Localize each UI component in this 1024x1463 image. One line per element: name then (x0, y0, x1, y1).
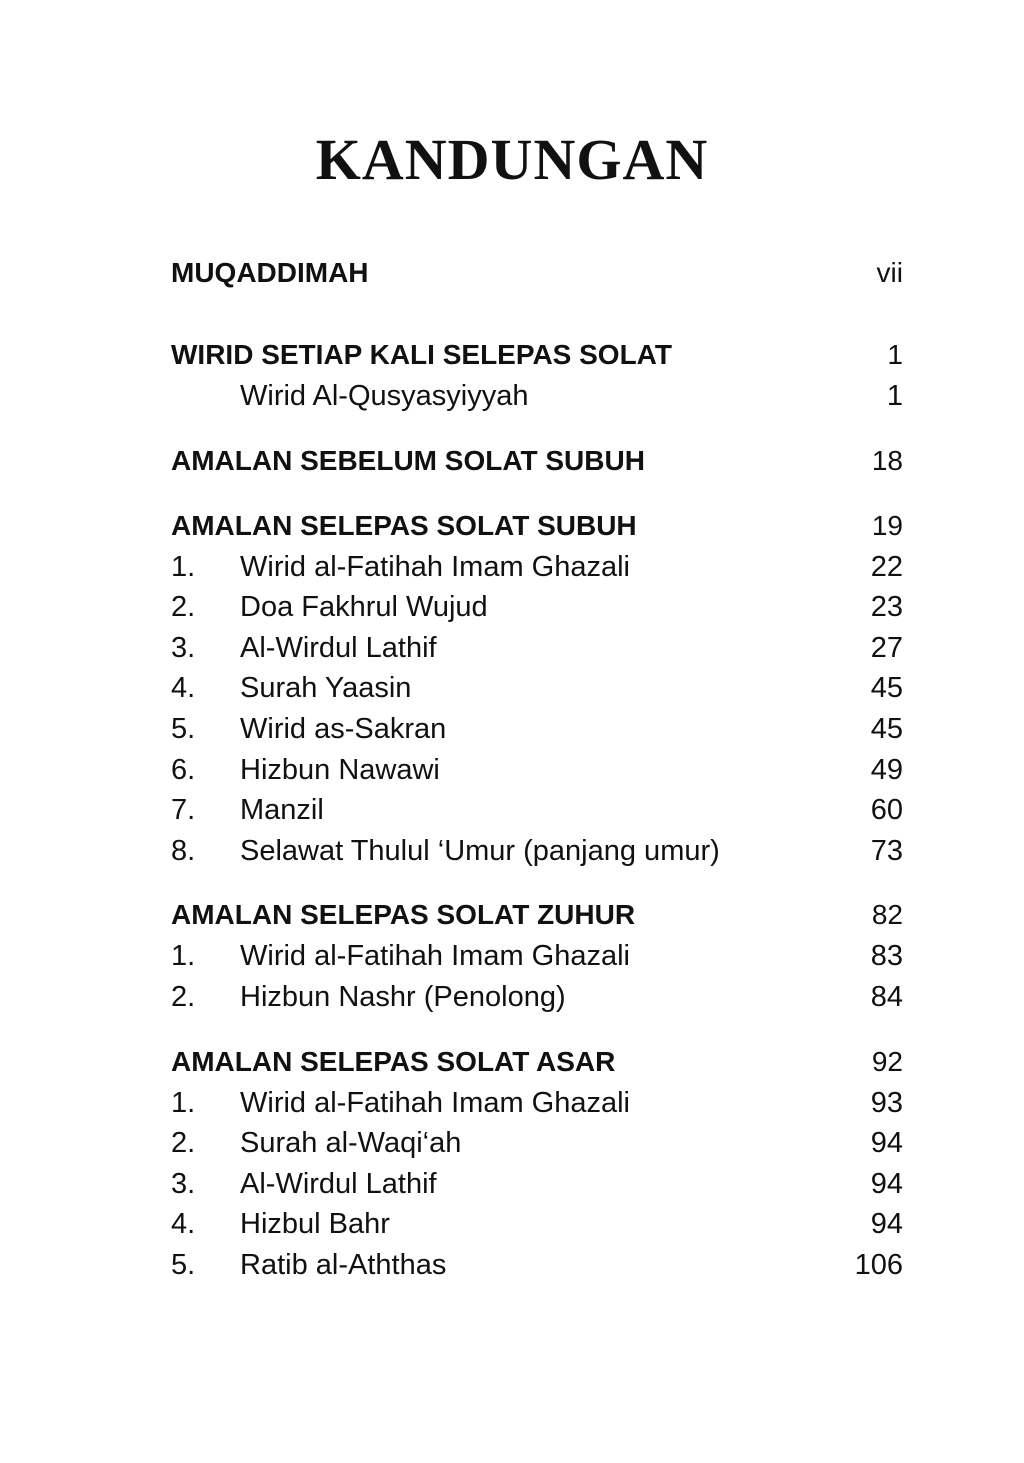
toc-page-number: 84 (870, 980, 903, 1013)
toc-entry-number: 1. (171, 940, 196, 973)
toc-section-selepas-zuhur (171, 894, 903, 1017)
toc-heading-row[interactable] (171, 505, 903, 547)
toc-page-number: 93 (870, 1086, 903, 1119)
toc-section-muqaddimah (171, 252, 903, 294)
toc-entry-number: 3. (171, 1167, 196, 1200)
toc-page-number: 1 (886, 380, 903, 412)
toc-entry-label: Surah al-Waqi‘ah (240, 1127, 462, 1160)
toc-entry-number: 1. (171, 1086, 196, 1119)
toc-heading-row[interactable] (171, 440, 903, 482)
toc-page-number: 94 (870, 1208, 903, 1241)
toc-section-sebelum-subuh (171, 440, 903, 482)
toc-heading-label: MUQADDIMAH (171, 257, 369, 288)
toc-entry-row[interactable] (171, 1245, 903, 1286)
toc-entry-label: Surah Yaasin (240, 672, 412, 705)
toc-heading-label: AMALAN SELEPAS SOLAT SUBUH (171, 509, 637, 541)
toc-section-selepas-subuh (171, 505, 903, 872)
toc-entry-number: 5. (171, 712, 196, 745)
toc-page-number: vii (876, 257, 903, 288)
toc-entry-number: 7. (171, 794, 196, 827)
toc-entry-label: Doa Fakhrul Wujud (240, 591, 488, 624)
toc-entry-label: Ratib al-Aththas (240, 1248, 447, 1281)
toc-entry-row[interactable] (171, 668, 903, 709)
toc-entry-row[interactable] (171, 790, 903, 831)
toc-heading-label: AMALAN SELEPAS SOLAT ASAR (171, 1045, 616, 1077)
toc-section-selepas-asar (171, 1041, 903, 1286)
toc-page-number: 45 (870, 672, 903, 705)
toc-heading-label: AMALAN SELEPAS SOLAT ZUHUR (171, 899, 636, 931)
toc-entry-number: 4. (171, 1208, 196, 1241)
toc-entry-row[interactable] (171, 376, 903, 417)
toc-entry-label: Wirid as-Sakran (240, 712, 447, 745)
toc-page-number: 19 (871, 509, 903, 541)
toc-entry-row[interactable] (171, 1164, 903, 1205)
toc-page-number: 92 (871, 1045, 903, 1077)
toc-entry-number: 2. (171, 1127, 196, 1160)
toc-heading-row[interactable] (171, 1041, 903, 1083)
toc-entry-label: Al-Wirdul Lathif (240, 631, 437, 664)
toc-entry-number: 8. (171, 834, 196, 867)
toc-entry-label: Hizbun Nashr (Penolong) (240, 980, 566, 1013)
toc-entry-row[interactable] (171, 1204, 903, 1245)
toc-page-number: 73 (870, 834, 903, 867)
toc-entry-row[interactable] (171, 936, 903, 977)
toc-heading-label: AMALAN SEBELUM SOLAT SUBUH (171, 444, 645, 476)
toc-heading-row[interactable] (171, 894, 903, 936)
table-of-contents (171, 252, 903, 1309)
page-title: KANDUNGAN (315, 127, 709, 192)
toc-heading-row[interactable] (171, 252, 903, 294)
toc-heading-label: WIRID SETIAP KALI SELEPAS SOLAT (171, 339, 672, 370)
toc-entry-label: Wirid al-Fatihah Imam Ghazali (240, 1086, 630, 1119)
toc-section-wirid-setiap-kali (171, 334, 903, 417)
toc-entry-row[interactable] (171, 831, 903, 872)
toc-page-number: 49 (870, 753, 903, 786)
toc-entry-label: Wirid Al-Qusyasyiyyah (240, 380, 529, 412)
toc-entry-number: 4. (171, 672, 196, 705)
toc-entry-row[interactable] (171, 750, 903, 791)
toc-heading-row[interactable] (171, 334, 903, 376)
toc-page-number: 27 (870, 631, 903, 664)
toc-page-number: 106 (854, 1248, 903, 1281)
toc-entry-row[interactable] (171, 1083, 903, 1124)
toc-entry-row[interactable] (171, 628, 903, 669)
toc-page-number: 18 (871, 444, 903, 476)
toc-entry-row[interactable] (171, 977, 903, 1018)
toc-entry-label: Wirid al-Fatihah Imam Ghazali (240, 550, 630, 583)
toc-entry-row[interactable] (171, 547, 903, 588)
toc-entry-number: 3. (171, 631, 196, 664)
toc-page-number: 22 (870, 550, 903, 583)
toc-entry-number: 6. (171, 753, 196, 786)
toc-entry-label: Hizbun Nawawi (240, 753, 440, 786)
toc-page-number: 45 (870, 712, 903, 745)
toc-entry-number: 2. (171, 980, 196, 1013)
toc-page-number: 23 (870, 591, 903, 624)
toc-entry-row[interactable] (171, 587, 903, 628)
toc-entry-label: Al-Wirdul Lathif (240, 1167, 437, 1200)
toc-entry-number: 2. (171, 591, 196, 624)
toc-page-number: 1 (887, 339, 903, 370)
toc-entry-row[interactable] (171, 1123, 903, 1164)
toc-entry-number: 5. (171, 1248, 196, 1281)
toc-entry-label: Wirid al-Fatihah Imam Ghazali (240, 940, 630, 973)
toc-entry-label: Manzil (240, 794, 324, 827)
toc-page-number: 82 (871, 899, 903, 931)
toc-entry-label: Selawat Thulul ‘Umur (panjang umur) (240, 834, 720, 867)
toc-page-number: 83 (870, 940, 903, 973)
toc-entry-row[interactable] (171, 709, 903, 750)
toc-page-number: 94 (870, 1167, 903, 1200)
toc-page-number: 94 (870, 1127, 903, 1160)
toc-entry-label: Hizbul Bahr (240, 1208, 390, 1241)
toc-page-number: 60 (870, 794, 903, 827)
toc-entry-number: 1. (171, 550, 196, 583)
